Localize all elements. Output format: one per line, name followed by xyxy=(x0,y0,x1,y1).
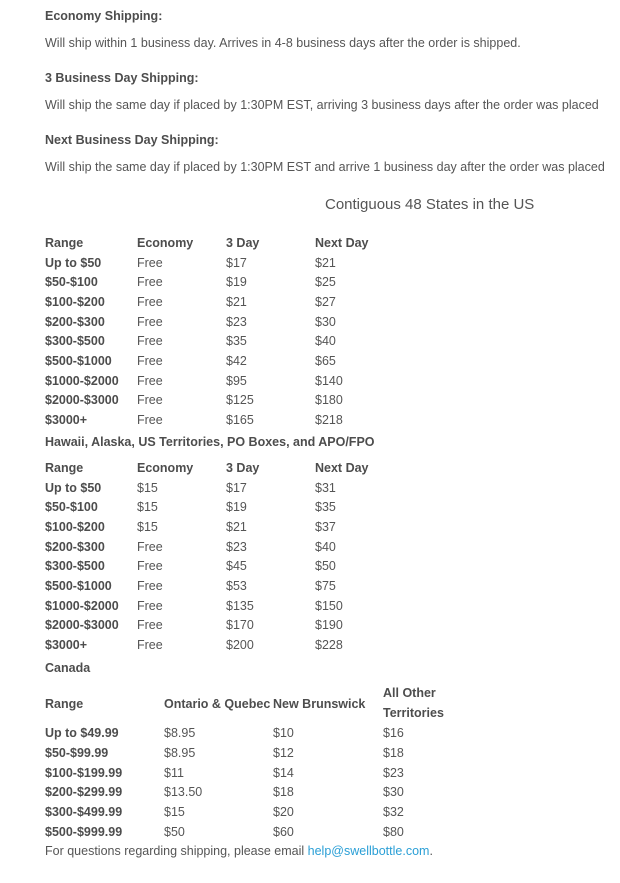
table-row xyxy=(45,478,405,498)
table-header-row xyxy=(45,458,405,478)
three-day-cell: $23 xyxy=(226,539,247,554)
table-row xyxy=(45,351,405,371)
table-row xyxy=(45,802,473,822)
three-day-cell: $35 xyxy=(226,334,247,349)
column-header: 3 Day xyxy=(226,235,260,250)
ontario-quebec-cell: $13.50 xyxy=(164,785,203,800)
table-row xyxy=(45,596,405,616)
economy-cell: Free xyxy=(137,638,163,653)
next-day-cell: $140 xyxy=(315,373,343,388)
next-day-cell: $35 xyxy=(315,500,336,515)
other-territories-cell: $18 xyxy=(383,745,404,760)
three-day-cell: $135 xyxy=(226,598,254,613)
ontario-quebec-cell: $8.95 xyxy=(164,726,196,741)
next-day-cell: $75 xyxy=(315,578,336,593)
new-brunswick-cell: $10 xyxy=(273,726,294,741)
range-cell: $50-$99.99 xyxy=(45,745,109,760)
range-cell: $3000+ xyxy=(45,638,88,653)
column-header: Range xyxy=(45,460,84,475)
economy-shipping-heading: Economy Shipping: xyxy=(45,9,163,23)
ontario-quebec-cell: $8.95 xyxy=(164,745,196,760)
next-day-cell: $40 xyxy=(315,539,336,554)
economy-cell: Free xyxy=(137,559,163,574)
footer-note xyxy=(45,844,433,858)
table-row xyxy=(45,822,473,842)
economy-cell: $15 xyxy=(137,500,158,515)
table-row xyxy=(45,517,405,537)
table-row xyxy=(45,576,405,596)
range-cell: $100-$200 xyxy=(45,519,105,534)
economy-cell: Free xyxy=(137,618,163,633)
table-row xyxy=(45,391,405,411)
range-cell: $100-$200 xyxy=(45,294,105,309)
table-row xyxy=(45,292,405,312)
three-day-cell: $45 xyxy=(226,559,247,574)
next-day-cell: $21 xyxy=(315,255,336,270)
three-day-cell: $125 xyxy=(226,393,254,408)
table-header-row xyxy=(45,233,405,253)
column-header: New Brunswick xyxy=(273,696,366,711)
economy-cell: Free xyxy=(137,314,163,329)
range-cell: $50-$100 xyxy=(45,500,98,515)
new-brunswick-cell: $12 xyxy=(273,745,294,760)
table-row xyxy=(45,723,473,743)
table-row xyxy=(45,635,405,655)
economy-shipping-description: Will ship within 1 business day. Arrives in 4-8 business days after the order is shipped. xyxy=(45,36,521,50)
economy-cell: Free xyxy=(137,598,163,613)
column-header: Economy xyxy=(137,460,194,475)
table-row xyxy=(45,743,473,763)
economy-cell: Free xyxy=(137,373,163,388)
range-cell: Up to $50 xyxy=(45,255,102,270)
range-cell: $300-$500 xyxy=(45,334,105,349)
three-day-cell: $42 xyxy=(226,353,247,368)
three-day-cell: $21 xyxy=(226,519,247,534)
ontario-quebec-cell: $50 xyxy=(164,824,185,839)
table-row xyxy=(45,556,405,576)
ontario-quebec-cell: $11 xyxy=(164,765,184,780)
new-brunswick-cell: $18 xyxy=(273,785,294,800)
economy-cell: Free xyxy=(137,255,163,270)
three-day-cell: $170 xyxy=(226,618,254,633)
three-day-cell: $17 xyxy=(226,255,247,270)
next-day-cell: $180 xyxy=(315,393,343,408)
economy-cell: Free xyxy=(137,539,163,554)
column-header xyxy=(383,684,473,723)
column-header: Range xyxy=(45,696,84,711)
next-day-cell: $27 xyxy=(315,294,336,309)
contiguous-rates-table xyxy=(45,233,405,430)
range-cell: $1000-$2000 xyxy=(45,373,119,388)
economy-cell: Free xyxy=(137,578,163,593)
three-day-cell: $95 xyxy=(226,373,247,388)
range-cell: $500-$1000 xyxy=(45,353,112,368)
other-territories-cell: $80 xyxy=(383,824,404,839)
footer-suffix: . xyxy=(429,844,433,858)
economy-cell: Free xyxy=(137,334,163,349)
three-day-cell: $23 xyxy=(226,314,247,329)
table-row xyxy=(45,537,405,557)
next-day-shipping-heading: Next Business Day Shipping: xyxy=(45,133,219,147)
range-cell: $200-$300 xyxy=(45,539,105,554)
column-header: Next Day xyxy=(315,235,369,250)
range-cell: $1000-$2000 xyxy=(45,598,119,613)
next-day-cell: $218 xyxy=(315,413,343,428)
next-day-cell: $30 xyxy=(315,314,336,329)
new-brunswick-cell: $60 xyxy=(273,824,294,839)
table-row xyxy=(45,253,405,273)
range-cell: Up to $50 xyxy=(45,480,102,495)
table-header-row xyxy=(45,684,473,723)
other-territories-cell: $32 xyxy=(383,805,404,819)
range-cell: Up to $49.99 xyxy=(45,726,119,741)
next-day-cell: $40 xyxy=(315,334,336,349)
three-day-cell: $53 xyxy=(226,578,247,593)
three-day-cell: $200 xyxy=(226,638,254,653)
economy-cell: Free xyxy=(137,275,163,290)
range-cell: $200-$300 xyxy=(45,314,105,329)
contiguous-table-title: Contiguous 48 States in the US xyxy=(325,196,535,213)
next-day-cell: $37 xyxy=(315,519,336,534)
table-row xyxy=(45,371,405,391)
three-day-cell: $17 xyxy=(226,480,247,495)
table-row xyxy=(45,763,473,783)
next-day-cell: $228 xyxy=(315,638,343,653)
economy-cell: Free xyxy=(137,393,163,408)
other-territories-cell: $16 xyxy=(383,726,404,741)
three-day-shipping-heading: 3 Business Day Shipping: xyxy=(45,71,199,85)
table-row xyxy=(45,616,405,636)
economy-cell: Free xyxy=(137,294,163,309)
table-row xyxy=(45,410,405,430)
range-cell: $300-$500 xyxy=(45,559,105,574)
column-header: Economy xyxy=(137,235,194,250)
hawaii-table-title: Hawaii, Alaska, US Territories, PO Boxes, and APO/FPO xyxy=(45,435,375,449)
economy-cell: $15 xyxy=(137,519,158,534)
range-cell: $100-$199.99 xyxy=(45,765,123,780)
economy-cell: Free xyxy=(137,413,163,428)
three-day-cell: $19 xyxy=(226,500,247,515)
next-day-cell: $150 xyxy=(315,598,343,613)
canada-table-title: Canada xyxy=(45,661,91,675)
footer-text: For questions regarding shipping, please email xyxy=(45,844,308,858)
email-link[interactable]: help@swellbottle.com xyxy=(307,844,430,858)
three-day-cell: $21 xyxy=(226,294,247,309)
range-cell: $300-$499.99 xyxy=(45,805,123,819)
next-day-cell: $31 xyxy=(315,480,336,495)
table-row xyxy=(45,331,405,351)
new-brunswick-cell: $20 xyxy=(273,805,294,819)
column-header: Range xyxy=(45,235,84,250)
range-cell: $500-$999.99 xyxy=(45,824,123,839)
column-header-line: Territories xyxy=(383,705,444,720)
three-day-shipping-description: Will ship the same day if placed by 1:30PM EST, arriving 3 business days after the order was placed xyxy=(45,98,599,112)
next-day-cell: $25 xyxy=(315,275,336,290)
other-territories-cell: $23 xyxy=(383,765,404,780)
next-day-cell: $190 xyxy=(315,618,343,633)
column-header: Ontario & Quebec xyxy=(164,696,271,711)
three-day-cell: $165 xyxy=(226,413,254,428)
three-day-cell: $19 xyxy=(226,275,247,290)
economy-cell: Free xyxy=(137,353,163,368)
table-row xyxy=(45,272,405,292)
range-cell: $200-$299.99 xyxy=(45,785,123,800)
table-row xyxy=(45,782,473,802)
column-header: Next Day xyxy=(315,460,369,475)
economy-cell: $15 xyxy=(137,480,158,495)
range-cell: $50-$100 xyxy=(45,275,98,290)
table-row xyxy=(45,312,405,332)
range-cell: $2000-$3000 xyxy=(45,393,119,408)
range-cell: $500-$1000 xyxy=(45,578,112,593)
range-cell: $2000-$3000 xyxy=(45,618,119,633)
column-header-line: All Other xyxy=(383,686,436,700)
next-day-shipping-description: Will ship the same day if placed by 1:30PM EST and arrive 1 business day after the order was placed xyxy=(45,160,605,174)
other-territories-cell: $30 xyxy=(383,785,404,800)
ontario-quebec-cell: $15 xyxy=(164,805,185,819)
table-row xyxy=(45,497,405,517)
column-header: 3 Day xyxy=(226,460,260,475)
range-cell: $3000+ xyxy=(45,413,88,428)
hawaii-rates-table xyxy=(45,458,405,655)
next-day-cell: $50 xyxy=(315,559,336,574)
canada-rates-table xyxy=(45,684,473,842)
next-day-cell: $65 xyxy=(315,353,336,368)
new-brunswick-cell: $14 xyxy=(273,765,294,780)
